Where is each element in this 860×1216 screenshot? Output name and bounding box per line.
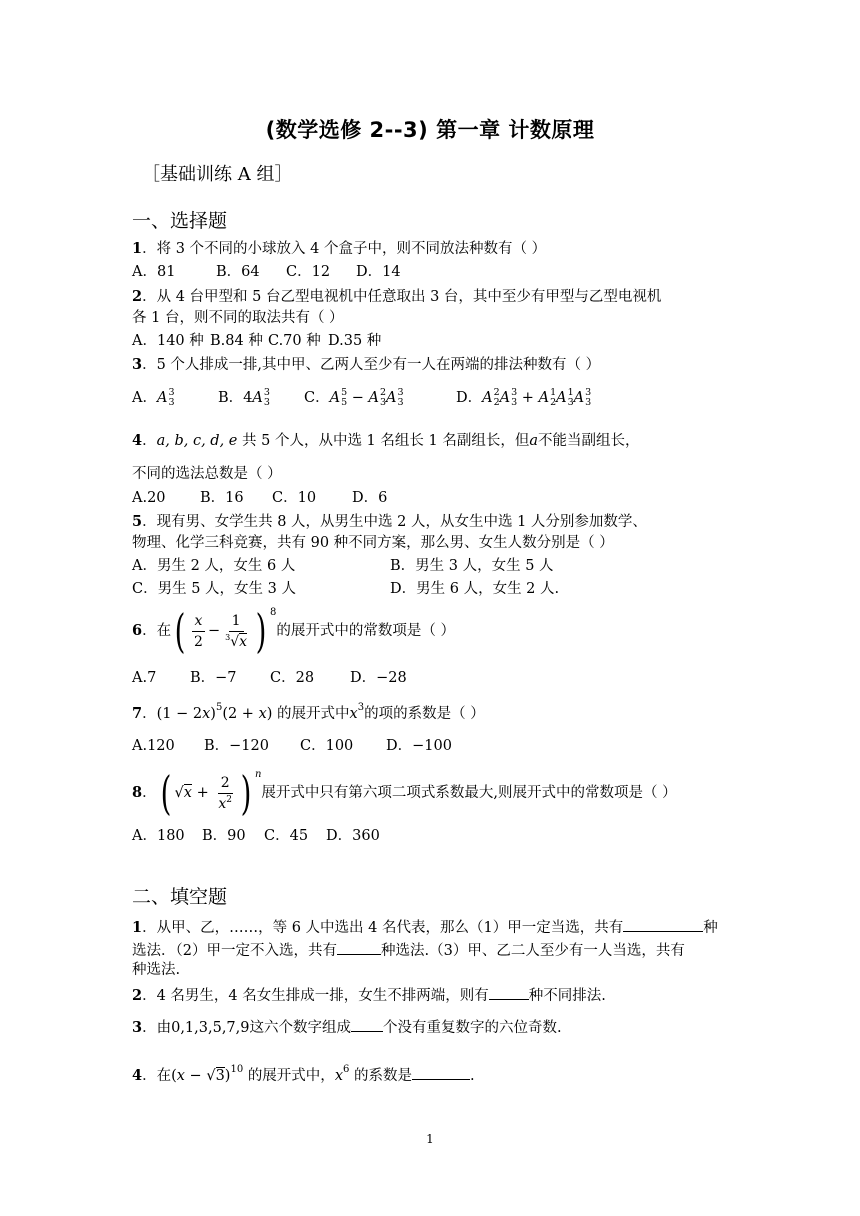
question-2-line-2: 各 1 台，则不同的取法共有（ ） (132, 310, 344, 326)
option-d: D．男生 6 人，女生 2 人. (390, 581, 560, 597)
option-b: B．16 (200, 490, 244, 506)
question-1-options (132, 264, 401, 281)
option-b: B．4A 3 3 (218, 387, 270, 408)
option-a: A．180 (132, 828, 185, 844)
question-5-options-cd (132, 581, 559, 598)
option-d: D．A 2 2 A 3 3 + A 1 2 A 1 3 A 3 3 (456, 387, 592, 408)
option-c: C．A 5 5 − A 2 3 A 3 3 (304, 387, 404, 408)
group-label: ［基础训练 A 组］ (142, 164, 293, 185)
fill-4: 4．在$(x - √3)^{10}$ 的展开式中，$x^6$ 的系数是 . (132, 1064, 475, 1084)
answer-blank[interactable] (489, 985, 529, 1000)
question-6-options (132, 670, 407, 687)
option-c: C．12 (286, 264, 331, 280)
option-a: A．140 种 (132, 333, 204, 349)
option-d: D．6 (352, 490, 388, 506)
question-2-options (132, 333, 381, 350)
question-4: 4．a, b, c, d, e 共 5 个人，从中选 1 名组长 1 名副组长，但a不能当副组长， (132, 432, 640, 449)
option-b: B．−7 (190, 670, 237, 686)
option-c: C．28 (270, 670, 315, 686)
question-5: 5．现有男、女学生共 8 人，从男生中选 2 人，从女生中选 1 人分别参加数学、 (132, 513, 647, 530)
option-d: D.35 种 (328, 333, 382, 349)
option-a: A．81 (132, 264, 176, 280)
option-c: C．10 (272, 490, 317, 506)
option-a: A．A 3 3 (132, 387, 175, 408)
question-8: 8．( √x + $\frac{2}{x^2}$ ) $^n$展开式中只有第六项二项式系数最大,则展开式中的常数项是（ ） (132, 766, 677, 820)
option-b: B．64 (216, 264, 260, 280)
question-5-line-2: 物理、化学三科竞赛，共有 90 种不同方案，那么男、女生人数分别是（ ） (132, 535, 614, 551)
option-a: A.120 (132, 738, 175, 754)
answer-blank[interactable] (351, 1017, 383, 1032)
option-d: D．−100 (386, 738, 452, 754)
option-d: D．−28 (350, 670, 407, 686)
fill-3: 3．由0,1,3,5,7,9这六个数字组成 个没有重复数字的六位奇数. (132, 1019, 562, 1036)
option-c: C．男生 5 人，女生 3 人 (132, 581, 296, 597)
option-b: B．男生 3 人，女生 5 人 (390, 558, 554, 574)
question-5-options-ab (132, 558, 554, 575)
option-b: B．−120 (204, 738, 269, 754)
question-7-options (132, 738, 452, 755)
page-number: 1 (426, 1132, 434, 1146)
option-c: C.70 种 (268, 333, 321, 349)
question-2: 2．从 4 台甲型和 5 台乙型电视机中任意取出 3 台，其中至少有甲型与乙型电视机 (132, 288, 662, 305)
question-3: 3．5 个人排成一排,其中甲、乙两人至少有一人在两端的排法种数有（ ） (132, 356, 601, 373)
question-7: 7．$(1 - 2x)^5(2 + x)$ 的展开式中$x^3$的项的系数是（ ） (132, 702, 485, 722)
page-title: (数学选修 2--3) 第一章 计数原理 (265, 118, 595, 142)
answer-blank[interactable] (623, 917, 703, 932)
section-heading-fill: 二、填空题 (132, 886, 228, 908)
question-6: 6．在( $\frac{x}{2}$ − $\frac{1}{^3√x}$ ) $^8$的展开式中的常数项是（ ） (132, 604, 455, 658)
question-8-options (132, 828, 380, 845)
fill-1-line-3: 种选法. (132, 962, 181, 978)
fill-1: 1．从甲、乙，……，等 6 人中选出 4 名代表，那么（1）甲一定当选，共有 种 (132, 919, 718, 936)
answer-blank[interactable] (412, 1065, 470, 1080)
question-4-line-2: 不同的选法总数是（ ） (132, 466, 282, 482)
option-c: C．100 (300, 738, 354, 754)
fill-2: 2．4 名男生，4 名女生排成一排，女生不排两端，则有 种不同排法. (132, 987, 606, 1004)
option-a: A．男生 2 人，女生 6 人 (132, 558, 296, 574)
question-1: 1．将 3 个不同的小球放入 4 个盒子中，则不同放法种数有（ ） (132, 240, 547, 257)
answer-blank[interactable] (337, 940, 381, 955)
option-b: B.84 种 (210, 333, 263, 349)
option-c: C．45 (264, 828, 309, 844)
question-4-options (132, 490, 387, 507)
option-d: D．14 (356, 264, 401, 280)
section-heading-choice: 一、选择题 (132, 210, 228, 232)
option-b: B．90 (202, 828, 246, 844)
option-a: A.20 (132, 490, 166, 506)
option-d: D．360 (326, 828, 380, 844)
fill-1-line-2: 选法．（2）甲一定不入选，共有 种选法.（3）甲、乙二人至少有一人当选，共有 (132, 940, 685, 960)
option-a: A.7 (132, 670, 157, 686)
question-3-options (132, 388, 591, 408)
